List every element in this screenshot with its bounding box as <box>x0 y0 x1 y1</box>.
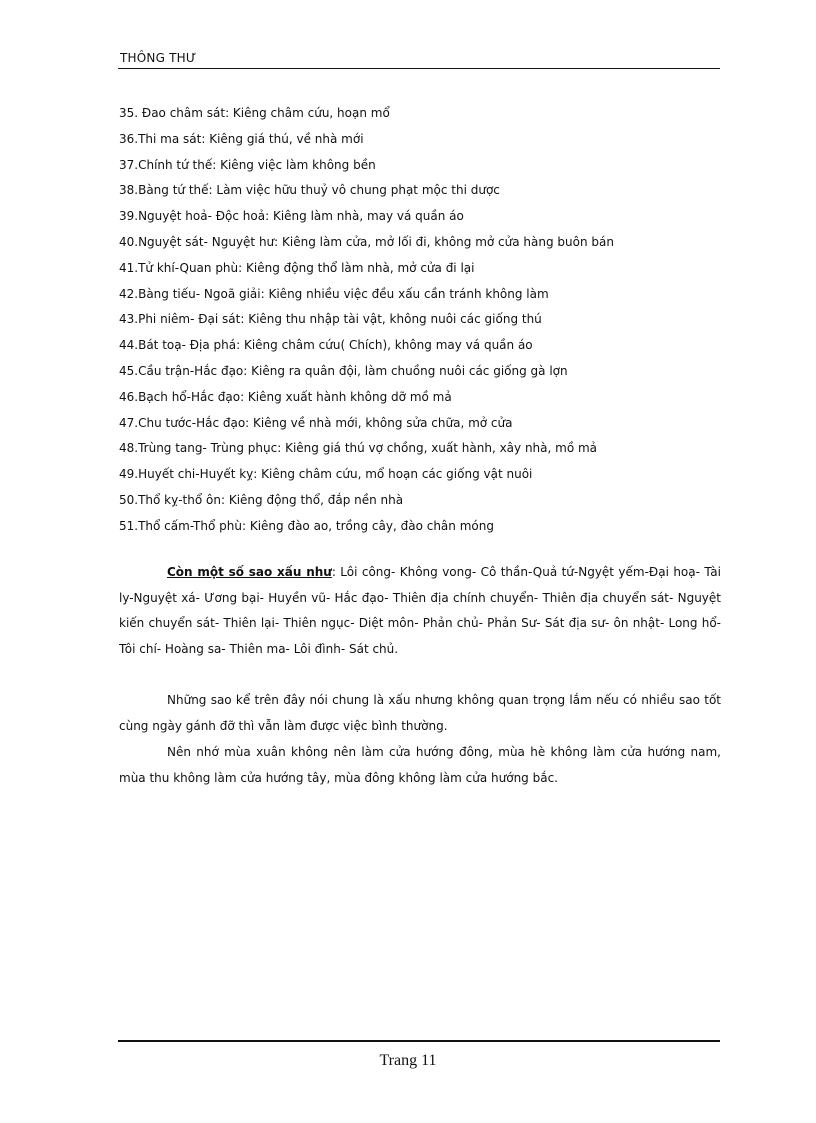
note-paragraph-2: Nên nhớ mùa xuân không nên làm cửa hướng đông, mùa hè không làm cửa hướng nam, mùa thu không làm cửa hướng tây, mùa đông không làm cửa hướng bắc. <box>119 745 721 785</box>
bad-stars-paragraph <box>119 560 721 662</box>
list-item: 45.Cầu trận-Hắc đạo: Kiêng ra quân đội, làm chuồng nuôi các giống gà lợn <box>119 363 568 378</box>
list-item: 36.Thi ma sát: Kiêng giá thú, về nhà mới <box>119 131 364 146</box>
bad-stars-text: : Lôi công- Không vong- Cô thần-Quả tứ-Ngyệt yếm-Đại hoạ- Tài ly-Nguyệt xá- Ương bại- Huyền vũ- Hắc đạo- Thiên địa chính chuyển- Thiên địa chuyển sát- Nguyệt kiến chuyển sát- Thiên lại- Thiên ngục- Diệt môn- Phản chủ- Phản Sư- Sát địa sư- ôn nhật- Long hổ- Tôi chí- Hoàng sa- Thiên ma- Lôi đình- Sát chủ. <box>119 565 721 656</box>
bad-star-list <box>119 101 719 540</box>
list-item: 35. Đao châm sát: Kiêng châm cứu, hoạn mổ <box>119 106 390 120</box>
list-item: 40.Nguyệt sát- Nguyệt hư: Kiêng làm cửa, mở lối đi, không mở cửa hàng buôn bán <box>119 234 614 249</box>
list-item: 42.Bàng tiếu- Ngoã giải: Kiêng nhiều việc đều xấu cần tránh không làm <box>119 286 549 301</box>
list-item: 50.Thổ kỵ-thổ ôn: Kiêng động thổ, đắp nền nhà <box>119 492 404 507</box>
header-divider <box>118 68 720 69</box>
list-item: 51.Thổ cấm-Thổ phù: Kiêng đào ao, trồng cây, đào chân móng <box>119 518 494 533</box>
list-item: 41.Tử khí-Quan phù: Kiêng động thổ làm nhà, mở cửa đi lại <box>119 260 475 275</box>
list-item: 46.Bạch hổ-Hắc đạo: Kiêng xuất hành không dỡ mồ mả <box>119 389 452 404</box>
list-item: 38.Bàng tứ thế: Làm việc hữu thuỷ vô chung phạt mộc thi dược <box>119 183 500 198</box>
page-number: Trang 11 <box>379 1052 437 1069</box>
list-item: 44.Bát toạ- Địa phá: Kiêng châm cứu( Chích), không may vá quần áo <box>119 338 533 353</box>
list-item: 49.Huyết chi-Huyết kỵ: Kiêng châm cứu, mổ hoạn các giống vật nuôi <box>119 467 533 482</box>
note-paragraph-1: Những sao kể trên đây nói chung là xấu nhưng không quan trọng lắm nếu có nhiều sao tốt cùng ngày gánh đỡ thì vẫn làm được việc bình thường. <box>119 693 721 733</box>
footer-divider <box>118 1040 720 1042</box>
page-header-title: THÔNG THƯ <box>120 51 197 65</box>
list-item: 48.Trùng tang- Trùng phục: Kiêng giá thú vợ chồng, xuất hành, xây nhà, mồ mả <box>119 441 598 456</box>
list-item: 47.Chu tước-Hắc đạo: Kiêng về nhà mới, không sửa chữa, mở cửa <box>119 415 513 430</box>
list-item: 43.Phi niêm- Đại sát: Kiêng thu nhập tài vật, không nuôi các giống thú <box>119 312 542 327</box>
bad-stars-lead: Còn một số sao xấu như <box>167 565 332 579</box>
list-item: 37.Chính tứ thế: Kiêng việc làm không bền <box>119 157 376 172</box>
list-item: 39.Nguyệt hoả- Độc hoả: Kiêng làm nhà, may vá quần áo <box>119 209 464 224</box>
